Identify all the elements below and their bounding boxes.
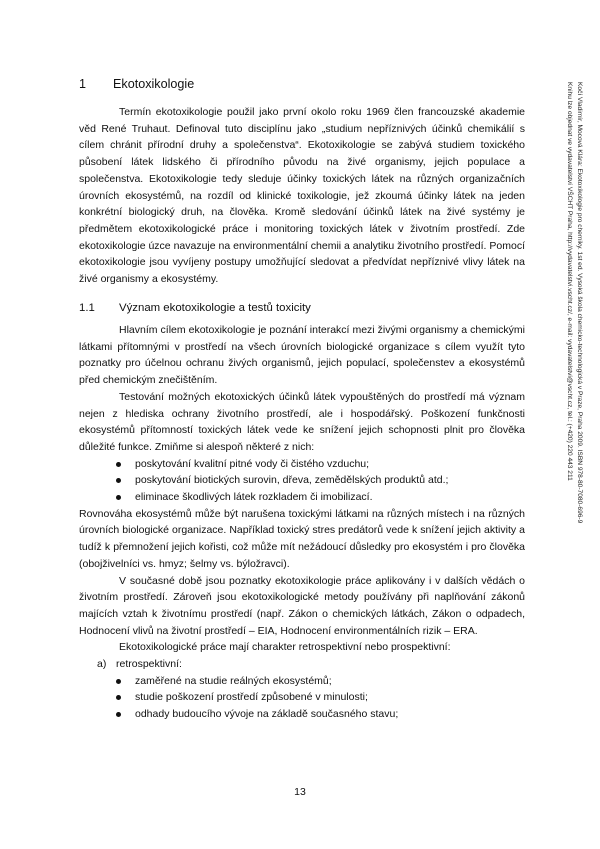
intro-paragraph: Termín ekotoxikologie použil jako první okolo roku 1969 člen francouzské akademie věd René Truhaut. Definoval tuto disciplínu jako „studium nepříznivých účinků chemikálií s cílem chránit přírodní druhy a společenstva“. Ekotoxikologie se zabývá studiem toxického působení látek lidského či přírodního původu na živé organismy, jejich populace a společenstva. Ekotoxikologie tedy sleduje účinky toxických látek na různých organizačních úrovních ekosystémů, na rozdíl od klinické toxikologie, jež zkoumá účinky látek na jeden konkrétní biologický druh, na člověka. Kromě sledování účinků látek na živé systémy je předmětem ekotoxikologické práce i monitoring toxických látek v životním prostředí. Zde ekotoxikologie úzce navazuje na environmentální chemii a analytiku životního prostředí. Pomocí ekotoxikologie jsou vyvíjeny postupy umožňující sledovat a předvídat nepříznivé vlivy látek na živé organismy a ekosystémy. <box>79 106 525 286</box>
list-item: poskytování kvalitní pitné vody či čistého vzduchu; <box>116 456 525 473</box>
paragraph-3: Rovnováha ekosystémů může být narušena toxickými látkami na různých místech i na různých úrovních biologické organizace. Například toxický stres predátorů vede k snížení jejich aktivity a tudíž k přemnožení jejich kořisti, což může mít nežádoucí důsledky pro ekosystém i pro člověka (obojživelníci vs. hmyz; šelmy vs. býložravci). <box>79 507 525 570</box>
paragraph-4: V současné době jsou poznatky ekotoxikologie práce aplikovány i v dalších vědách o životním prostředí. Zároveň jsou ekotoxikologické metody používány při naplňování zákonů majících vztah k životnímu prostředí (např. Zákon o chemických látkách, Zákon o odpadech, Hodnocení vlivů na životní prostředí – EIA, Hodnocení environmentálních rizik – ERA. <box>79 574 525 637</box>
section-title: Význam ekotoxikologie a testů toxicity <box>119 302 311 314</box>
list-item: zaměřené na studie reálných ekosystémů; <box>116 673 525 690</box>
sidebar-order-info: Knihu lze objednat ve vydavatelství VŠCHT Praha, http://vydavatelstvi.vscht.cz/, e-mail: vydavatelstvi@vscht.cz, tel.: (+420) 220 443 211 <box>566 82 574 481</box>
bullet-list-functions <box>79 456 525 506</box>
alpha-label: a) <box>97 658 107 671</box>
sidebar-citation: Kočí Vladimír, Mocová Klára: Ekotoxikologie pro chemiky. 1st ed. Vysoká škola chemicko-technologická v Praze, Praha 2009. ISBN 978-80-7080-696-9 <box>576 82 583 524</box>
bullet-list-retrospective <box>79 673 525 723</box>
section-body <box>79 322 525 723</box>
list-item: odhady budoucího vývoje na základě současného stavu; <box>116 706 525 723</box>
paragraph-1: Hlavním cílem ekotoxikologie je poznání interakcí mezi živými organismy a chemickými látkami přítomnými v prostředí na všech úrovních biologické organizace s cílem využít tyto poznatky pro účelnou ochranu živých organismů, jejich populací, společenstev a ekosystémů před chemickým znečištěním. <box>79 324 525 387</box>
paragraph-5: Ekotoxikologické práce mají charakter retrospektivní nebo prospektivní: <box>119 641 451 654</box>
alpha-text: retrospektivní: <box>116 658 182 671</box>
alpha-list-item <box>79 656 525 673</box>
intro-section <box>79 104 525 288</box>
list-item: eliminace škodlivých látek rozkladem či imobilizací. <box>116 489 525 506</box>
chapter-title: Ekotoxikologie <box>113 77 195 91</box>
section-heading <box>79 302 311 314</box>
section-number: 1.1 <box>79 302 95 314</box>
paragraph-2: Testování možných ekotoxických účinků látek vypouštěných do prostředí má význam nejen z hlediska ochrany životního prostředí, ale i hospodářský. Poškození funkčnosti ekosystémů přítomností toxických látek vede ke snížení jejich schopnosti plnit pro člověka důležité funkce. Zmiňme si alespoň některé z nich: <box>79 390 525 453</box>
list-item: poskytování biotických surovin, dřeva, zemědělských produktů atd.; <box>116 472 525 489</box>
chapter-heading <box>79 77 194 91</box>
page-number: 13 <box>294 786 306 798</box>
list-item: studie poškození prostředí způsobené v minulosti; <box>116 689 525 706</box>
copyright-sidebar <box>542 82 584 602</box>
chapter-number: 1 <box>79 77 87 91</box>
